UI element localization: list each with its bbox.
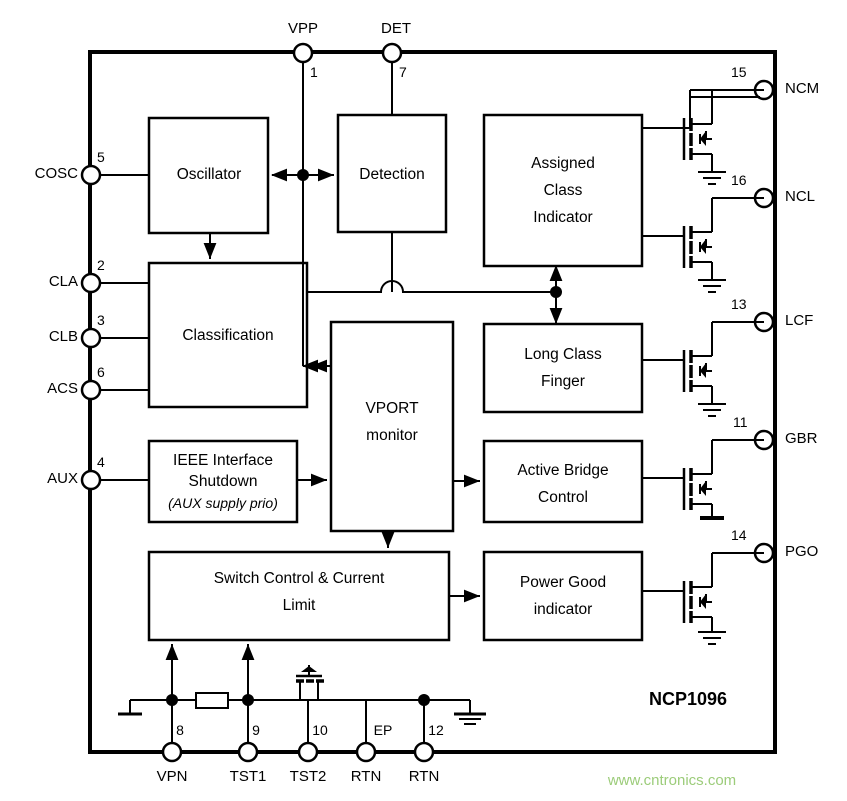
block-label-ieee-interface-note: (AUX supply prio)	[168, 495, 278, 511]
block-label-switch-control-1: Switch Control & Current	[213, 570, 385, 587]
block-label-detection: Detection	[359, 166, 425, 183]
block-label-ieee-interface-2: Shutdown	[188, 473, 258, 490]
pin-label-rtn-ep: RTN	[350, 768, 382, 785]
pin-number-cosc: 5	[97, 149, 105, 165]
block-label-assigned-class-indicator-3: Indicator	[533, 209, 593, 226]
pin-number-tst2: 10	[312, 722, 328, 738]
pin-label-cla: CLA	[48, 273, 78, 290]
pin-label-aux: AUX	[47, 470, 78, 487]
pin-label-vpn: VPN	[156, 768, 188, 785]
pin-label-ncm: NCM	[785, 80, 820, 97]
pin-label-rtn: RTN	[408, 768, 440, 785]
pin-label-lcf: LCF	[785, 312, 814, 329]
block-label-power-good-1: Power Good	[519, 574, 607, 591]
pin-label-cosc: COSC	[34, 165, 78, 182]
block-label-vport-monitor-1: VPORT	[365, 400, 419, 417]
block-label-vport-monitor-2: monitor	[366, 427, 418, 444]
block-label-active-bridge-2: Control	[538, 489, 588, 506]
block-label-active-bridge-1: Active Bridge	[517, 462, 609, 479]
block-label-ieee-interface-1: IEEE Interface	[173, 452, 273, 469]
pin-label-det: DET	[381, 20, 411, 37]
block-label-long-class-finger-2: Finger	[541, 373, 585, 390]
pin-number-clb: 3	[97, 312, 105, 328]
pin-label-pgo: PGO	[785, 543, 819, 560]
block-label-switch-control-2: Limit	[282, 597, 316, 614]
pin-label-ncl: NCL	[785, 188, 816, 205]
pin-number-ncl: 16	[731, 172, 747, 188]
pin-number-tst1: 9	[252, 722, 260, 738]
pin-label-tst1: TST1	[229, 768, 267, 785]
block-label-assigned-class-indicator-1: Assigned	[531, 155, 595, 172]
pin-number-acs: 6	[97, 364, 105, 380]
block-label-long-class-finger-1: Long Class	[524, 346, 602, 363]
pin-number-aux: 4	[97, 454, 105, 470]
pin-label-acs: ACS	[47, 380, 78, 397]
block-label-classification: Classification	[182, 327, 274, 344]
pin-number-rtn: 12	[428, 722, 444, 738]
pin-label-vpp: VPP	[287, 20, 319, 37]
pin-number-vpp: 1	[310, 64, 318, 80]
pin-label-clb: CLB	[48, 328, 78, 345]
pin-label-tst2: TST2	[289, 768, 327, 785]
pin-number-det: 7	[399, 64, 407, 80]
watermark: www.cntronics.com	[607, 772, 737, 789]
pin-number-ncm: 15	[731, 64, 747, 80]
pin-number-lcf: 13	[731, 296, 747, 312]
block-label-assigned-class-indicator-2: Class	[543, 182, 583, 199]
pin-number-vpn: 8	[176, 722, 184, 738]
block-label-oscillator: Oscillator	[176, 166, 242, 183]
pin-number-rtn-ep: EP	[373, 722, 393, 738]
block-label-power-good-2: indicator	[533, 601, 593, 618]
pin-number-cla: 2	[97, 257, 105, 273]
pin-number-gbr: 11	[733, 414, 748, 430]
pin-number-pgo: 14	[731, 527, 747, 543]
chip-name: NCP1096	[648, 689, 727, 709]
pin-label-gbr: GBR	[785, 430, 818, 447]
